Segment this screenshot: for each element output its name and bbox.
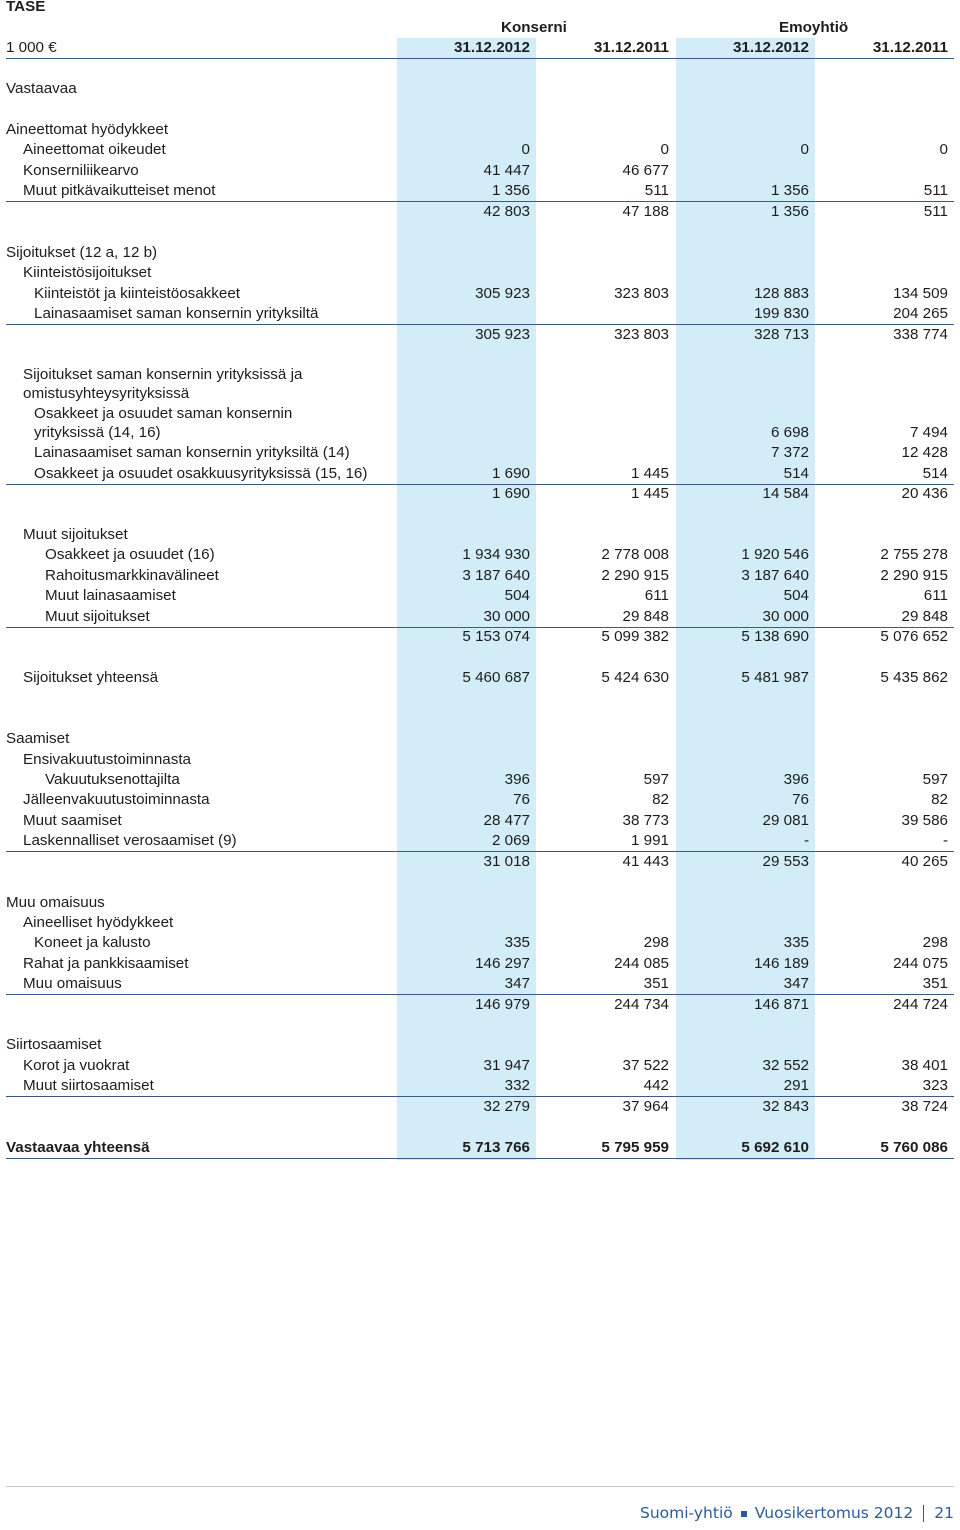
cell-value: 41 443: [622, 853, 669, 870]
table-row: [6, 181, 954, 202]
cell-value: 323: [922, 1077, 948, 1094]
table-row: [6, 525, 954, 545]
cell-value: 5 760 086: [880, 1139, 948, 1156]
row-label: Sijoitukset (12 a, 12 b): [6, 244, 158, 261]
cell-value: 6 698: [770, 424, 809, 441]
subtotal-row: [6, 202, 954, 222]
row-label: Muut saamiset: [23, 812, 122, 829]
cell-value: 597: [643, 771, 669, 788]
cell-value: 351: [643, 975, 669, 992]
table-row: [6, 831, 954, 852]
cell-value: 0: [800, 141, 809, 158]
table-row: [6, 284, 954, 304]
cell-value: 82: [652, 791, 669, 808]
row-label: Siirtosaamiset: [6, 1036, 102, 1053]
cell-value: 597: [922, 771, 948, 788]
cell-value: 2 778 008: [601, 546, 669, 563]
cell-value: 5 481 987: [741, 669, 809, 686]
row-label: Aineelliset hyödykkeet: [23, 914, 174, 931]
cell-value: 47 188: [622, 203, 669, 220]
row-label: Vastaavaa yhteensä: [6, 1139, 150, 1156]
cell-value: 244 734: [614, 996, 669, 1013]
cell-value: 514: [783, 465, 809, 482]
cell-value: 5 076 652: [880, 628, 948, 645]
row-label: Muu omaisuus: [6, 894, 105, 911]
table-row: [6, 140, 954, 160]
cell-value: 328 713: [754, 326, 809, 343]
table-row: [6, 304, 954, 325]
cell-value: 5 424 630: [601, 669, 669, 686]
table-row: [6, 161, 954, 181]
row-label: Sijoitukset saman konsernin yrityksissä ja: [23, 366, 303, 383]
cell-value: 396: [504, 771, 530, 788]
table-row: [6, 811, 954, 831]
subtotal-row: [6, 1097, 954, 1117]
table-row: [6, 770, 954, 790]
cell-value: 298: [643, 934, 669, 951]
cell-value: 611: [644, 587, 669, 604]
column-header-2: 31.12.2011: [593, 39, 669, 56]
table-row: [6, 79, 954, 99]
subtotal-row: [6, 484, 954, 504]
cell-value: 5 795 959: [601, 1139, 669, 1156]
cell-value: 2 290 915: [601, 567, 669, 584]
cell-value: 442: [643, 1077, 669, 1094]
cell-value: 32 843: [762, 1098, 809, 1115]
cell-value: 1 920 546: [741, 546, 809, 563]
row-label: Rahoitusmarkkinavälineet: [45, 567, 219, 584]
square-bullet-icon: [741, 1511, 747, 1517]
row-label: Osakkeet ja osuudet (16): [45, 546, 215, 563]
subtotal-row: [6, 852, 954, 872]
cell-value: 5 692 610: [741, 1139, 809, 1156]
cell-value: -: [942, 832, 948, 849]
page-title: TASE: [6, 0, 46, 15]
table-row: [6, 750, 954, 770]
cell-value: 199 830: [754, 305, 809, 322]
cell-value: 1 356: [770, 182, 809, 199]
row-label: Aineettomat hyödykkeet: [6, 121, 169, 138]
cell-value: 5 713 766: [462, 1139, 530, 1156]
cell-value: 244 724: [893, 996, 948, 1013]
cell-value: 14 584: [762, 485, 809, 502]
cell-value: 504: [783, 587, 809, 604]
cell-value: 0: [939, 141, 948, 158]
cell-value: 244 075: [893, 955, 948, 972]
table-row: [6, 974, 954, 995]
cell-value: 82: [931, 791, 948, 808]
cell-value: 1 445: [630, 485, 669, 502]
cell-value: 347: [504, 975, 530, 992]
group-header-emoyhtio: Emoyhtiö: [779, 19, 849, 36]
cell-value: 1 356: [770, 203, 809, 220]
cell-value: 5 153 074: [462, 628, 530, 645]
cell-value: 335: [504, 934, 530, 951]
cell-value: 29 081: [762, 812, 809, 829]
row-label: Muut sijoitukset: [23, 526, 128, 543]
row-label: Koneet ja kalusto: [34, 934, 151, 951]
cell-value: 335: [783, 934, 809, 951]
cell-value: 514: [922, 465, 948, 482]
row-label: Sijoitukset yhteensä: [23, 669, 159, 686]
cell-value: 298: [922, 934, 948, 951]
cell-value: 41 447: [483, 162, 530, 179]
page-footer: [640, 1504, 954, 1522]
cell-value: 2 755 278: [880, 546, 948, 563]
cell-value: 146 871: [754, 996, 809, 1013]
cell-value: 7 494: [909, 424, 948, 441]
table-row: [6, 243, 954, 263]
footer-divider: [6, 1486, 954, 1487]
cell-value: 1 934 930: [462, 546, 530, 563]
cell-value: 347: [783, 975, 809, 992]
table-row: [6, 913, 954, 933]
row-label: yrityksissä (14, 16): [34, 424, 161, 441]
cell-value: 396: [783, 771, 809, 788]
cell-value: 32 279: [483, 1098, 530, 1115]
cell-value: 305 923: [475, 326, 530, 343]
cell-value: 511: [923, 203, 948, 220]
cell-value: 31 018: [483, 853, 530, 870]
cell-value: 1 690: [491, 485, 530, 502]
cell-value: 323 803: [614, 285, 669, 302]
row-label: omistusyhteysyrityksissä: [23, 385, 190, 402]
unit-label: 1 000 €: [6, 39, 57, 56]
table-row: [6, 790, 954, 810]
row-label: Muu omaisuus: [23, 975, 122, 992]
cell-value: 38 401: [901, 1057, 948, 1074]
cell-value: 29 848: [622, 608, 669, 625]
cell-value: 38 773: [622, 812, 669, 829]
cell-value: 3 187 640: [741, 567, 809, 584]
row-label: Vastaavaa: [6, 80, 77, 97]
row-label: Osakkeet ja osuudet osakkuusyrityksissä (15, 16): [34, 465, 368, 482]
divider-bar-icon: [923, 1505, 924, 1522]
cell-value: 146 189: [754, 955, 809, 972]
subtotal-row: [6, 325, 954, 345]
footer-company: Suomi-yhtiö: [640, 1504, 733, 1522]
table-row: [6, 893, 954, 913]
table-row: [6, 423, 954, 443]
cell-value: 1 690: [491, 465, 530, 482]
cell-value: 7 372: [770, 444, 809, 461]
row-label: Rahat ja pankkisaamiset: [23, 955, 189, 972]
row-label: Konserniliikearvo: [23, 162, 139, 179]
cell-value: 2 069: [491, 832, 530, 849]
table-row: [6, 384, 954, 404]
table-row: [6, 729, 954, 749]
cell-value: 511: [644, 182, 669, 199]
row-label: Lainasaamiset saman konsernin yrityksiltä: [34, 305, 319, 322]
cell-value: 32 552: [762, 1057, 809, 1074]
cell-value: 12 428: [901, 444, 948, 461]
column-header-3: 31.12.2012: [732, 39, 809, 56]
table-row: [6, 404, 954, 424]
cell-value: 146 297: [475, 955, 530, 972]
table-row: [6, 586, 954, 606]
column-header-4: 31.12.2011: [872, 39, 948, 56]
row-label: Kiinteistöt ja kiinteistöosakkeet: [34, 285, 240, 302]
table-row: [6, 1076, 954, 1097]
table-row: [6, 1056, 954, 1076]
cell-value: 5 138 690: [741, 628, 809, 645]
cell-value: 338 774: [893, 326, 948, 343]
cell-value: 46 677: [622, 162, 669, 179]
row-label: Saamiset: [6, 730, 70, 747]
cell-value: 291: [783, 1077, 809, 1094]
cell-value: 146 979: [475, 996, 530, 1013]
cell-value: 42 803: [483, 203, 530, 220]
group-header-konserni: Konserni: [501, 19, 567, 36]
cell-value: 29 553: [762, 853, 809, 870]
cell-value: 29 848: [901, 608, 948, 625]
table-row: [6, 120, 954, 140]
cell-value: 28 477: [483, 812, 530, 829]
cell-value: 511: [923, 182, 948, 199]
cell-value: 20 436: [901, 485, 948, 502]
cell-value: 1 991: [630, 832, 669, 849]
row-label: Jälleenvakuutustoiminnasta: [23, 791, 210, 808]
cell-value: 128 883: [754, 285, 809, 302]
cell-value: 351: [922, 975, 948, 992]
cell-value: 0: [521, 141, 530, 158]
table-row: [6, 443, 954, 463]
table-row: [6, 954, 954, 974]
cell-value: 323 803: [614, 326, 669, 343]
cell-value: 37 522: [622, 1057, 669, 1074]
cell-value: 3 187 640: [462, 567, 530, 584]
cell-value: 244 085: [614, 955, 669, 972]
row-label: Ensivakuutustoiminnasta: [23, 751, 191, 768]
cell-value: 76: [513, 791, 530, 808]
cell-value: 611: [923, 587, 948, 604]
table-row: [6, 1035, 954, 1055]
table-row: [6, 464, 954, 485]
cell-value: 39 586: [901, 812, 948, 829]
column-header-1: 31.12.2012: [453, 39, 530, 56]
table-row: [6, 545, 954, 565]
cell-value: 30 000: [483, 608, 530, 625]
column-header-row: [6, 38, 954, 59]
cell-value: 134 509: [893, 285, 948, 302]
table-row: [6, 365, 954, 385]
cell-value: 1 356: [491, 182, 530, 199]
cell-value: 37 964: [622, 1098, 669, 1115]
cell-value: 31 947: [483, 1057, 530, 1074]
row-label: Aineettomat oikeudet: [23, 141, 166, 158]
cell-value: 76: [792, 791, 809, 808]
cell-value: 0: [660, 141, 669, 158]
cell-value: 1 445: [630, 465, 669, 482]
cell-value: 2 290 915: [880, 567, 948, 584]
cell-value: 305 923: [475, 285, 530, 302]
row-label: Muut lainasaamiset: [45, 587, 176, 604]
table-row: [6, 566, 954, 586]
row-label: Korot ja vuokrat: [23, 1057, 130, 1074]
table-row: [6, 1138, 954, 1159]
cell-value: 5 099 382: [601, 628, 669, 645]
cell-value: 30 000: [762, 608, 809, 625]
cell-value: -: [803, 832, 809, 849]
cell-value: 40 265: [901, 853, 948, 870]
row-label: Kiinteistösijoitukset: [23, 264, 152, 281]
subtotal-row: [6, 995, 954, 1015]
cell-value: 5 460 687: [462, 669, 530, 686]
cell-value: 38 724: [901, 1098, 948, 1115]
row-label: Muut siirtosaamiset: [23, 1077, 154, 1094]
table-row: [6, 263, 954, 283]
footer-report: Vuosikertomus 2012: [754, 1504, 914, 1522]
page-number: 21: [934, 1504, 954, 1522]
cell-value: 5 435 862: [880, 669, 948, 686]
table-row: [6, 607, 954, 628]
row-label: Laskennalliset verosaamiset (9): [23, 832, 237, 849]
row-label: Muut pitkävaikutteiset menot: [23, 182, 216, 199]
subtotal-row: [6, 627, 954, 647]
table-row: [6, 668, 954, 688]
row-label: Vakuutuksenottajilta: [45, 771, 180, 788]
row-label: Lainasaamiset saman konsernin yrityksiltä (14): [34, 444, 350, 461]
row-label: Muut sijoitukset: [45, 608, 150, 625]
cell-value: 332: [504, 1077, 530, 1094]
cell-value: 504: [504, 587, 530, 604]
cell-value: 204 265: [893, 305, 948, 322]
row-label: Osakkeet ja osuudet saman konsernin: [34, 405, 293, 422]
table-row: [6, 933, 954, 953]
